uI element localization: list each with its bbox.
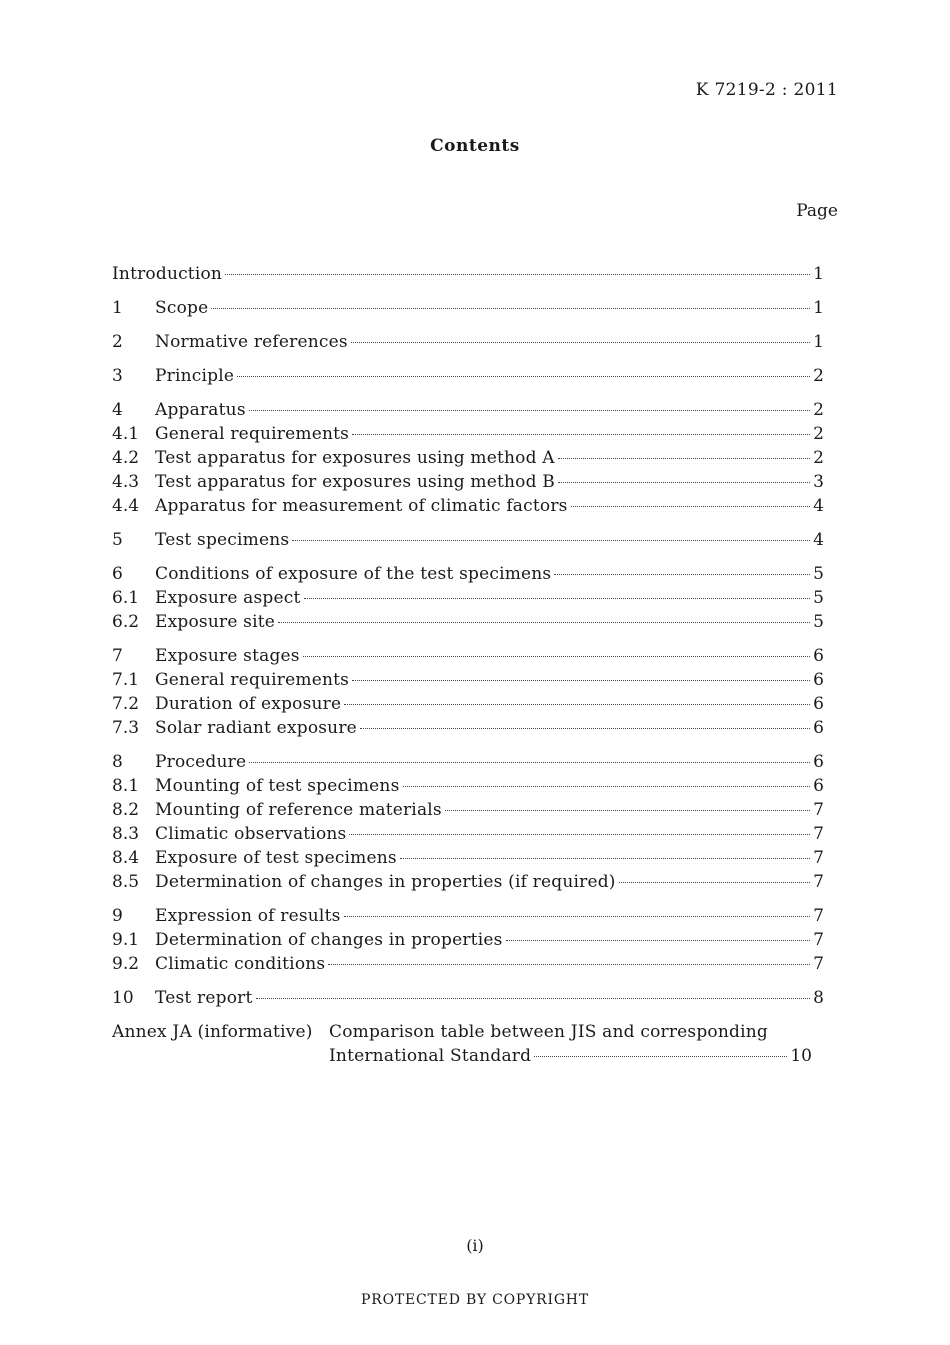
toc-entry-label: General requirements	[155, 670, 350, 690]
toc-entry-page: 7	[813, 824, 824, 844]
toc-entry-label: General requirements	[155, 424, 350, 444]
toc-entry-number: 10	[112, 988, 134, 1008]
toc-leader-dots	[534, 1056, 787, 1057]
toc-leader-dots	[352, 434, 810, 435]
toc-entry-label: Test report	[155, 988, 253, 1008]
toc-entry-page: 5	[813, 588, 824, 608]
toc-entry-page: 6	[813, 776, 824, 796]
toc-entry-number: 8	[112, 752, 123, 772]
toc-entry-number: 8.5	[112, 872, 140, 892]
toc-entry[interactable]	[112, 870, 824, 894]
toc-entry[interactable]	[112, 528, 824, 552]
toc-entry-page: 1	[813, 298, 824, 318]
toc-entry-number: 7	[112, 646, 123, 666]
toc-leader-dots	[619, 882, 811, 883]
toc-entry[interactable]	[112, 610, 824, 634]
toc-entry-page: 2	[813, 366, 824, 386]
toc-leader-dots	[249, 762, 810, 763]
toc-entry[interactable]	[112, 986, 824, 1010]
toc-entry[interactable]	[112, 904, 824, 928]
toc-entry-page: 7	[813, 872, 824, 892]
toc-entry-number: 8.1	[112, 776, 140, 796]
toc-entry-label: Mounting of test specimens	[155, 776, 400, 796]
toc-leader-dots	[352, 680, 810, 681]
annex-title-line2-row	[329, 1044, 824, 1068]
toc-entry[interactable]	[112, 692, 824, 716]
toc-entry[interactable]	[112, 364, 824, 388]
toc-entry-number: 7.1	[112, 670, 140, 690]
toc-entry[interactable]	[112, 928, 824, 952]
copyright-notice: PROTECTED BY COPYRIGHT	[361, 1292, 589, 1308]
toc-entry[interactable]	[112, 716, 824, 740]
toc-entry-number: 8.3	[112, 824, 140, 844]
toc-entry[interactable]	[112, 798, 824, 822]
toc-entry-page: 6	[813, 646, 824, 666]
toc-entry-page: 4	[813, 496, 824, 516]
toc-entry-label: Mounting of reference materials	[155, 800, 442, 820]
toc-entry-page: 7	[813, 848, 824, 868]
toc-entry-label: Apparatus	[155, 400, 246, 420]
annex-prefix: Annex JA (informative)	[112, 1022, 313, 1042]
toc-entry-label: Normative references	[155, 332, 348, 352]
toc-entry-number: 3	[112, 366, 123, 386]
toc-entry-page: 2	[813, 448, 824, 468]
toc-leader-dots	[249, 410, 810, 411]
toc-entry-label: Scope	[155, 298, 209, 318]
annex-title-line2: International Standard	[329, 1046, 532, 1066]
toc-entry-page: 7	[813, 954, 824, 974]
toc-entry[interactable]	[112, 774, 824, 798]
toc-entry-label: Introduction	[112, 264, 223, 284]
toc-entry[interactable]	[112, 668, 824, 692]
toc-entry[interactable]	[112, 262, 824, 286]
toc-entry[interactable]	[112, 470, 824, 494]
toc-leader-dots	[344, 704, 810, 705]
toc-entry[interactable]	[112, 422, 824, 446]
toc-leader-dots	[558, 482, 810, 483]
toc-entry-page: 6	[813, 694, 824, 714]
toc-leader-dots	[292, 540, 810, 541]
toc-entry-label: Principle	[155, 366, 235, 386]
annex-body	[329, 1020, 824, 1068]
toc-entry-number: 6.1	[112, 588, 140, 608]
toc-entry-page: 7	[813, 930, 824, 950]
toc-entry[interactable]	[112, 822, 824, 846]
toc-entry-page: 4	[813, 530, 824, 550]
toc-entry-label: Determination of changes in properties	[155, 930, 503, 950]
toc-entry-label: Duration of exposure	[155, 694, 342, 714]
toc-leader-dots	[571, 506, 811, 507]
toc-entry-page: 3	[813, 472, 824, 492]
toc-entry-number: 2	[112, 332, 123, 352]
document-id: K 7219-2 : 2011	[695, 80, 838, 100]
toc-entry-number: 4.3	[112, 472, 140, 492]
toc-leader-dots	[278, 622, 810, 623]
toc-entry-page: 7	[813, 906, 824, 926]
toc-entry[interactable]	[112, 494, 824, 518]
toc-leader-dots	[328, 964, 810, 965]
toc-entry-number: 9.1	[112, 930, 140, 950]
toc-entry-number: 7.3	[112, 718, 140, 738]
toc-entry[interactable]	[112, 846, 824, 870]
toc-leader-dots	[403, 786, 811, 787]
toc-entry-page: 5	[813, 564, 824, 584]
page-title: Contents	[430, 136, 520, 156]
toc-entry-number: 6	[112, 564, 123, 584]
toc-entry-label: Climatic conditions	[155, 954, 326, 974]
toc-leader-dots	[360, 728, 810, 729]
toc-entry-label: Exposure stages	[155, 646, 300, 666]
toc-entry-page: 2	[813, 400, 824, 420]
toc-entry-number: 1	[112, 298, 123, 318]
toc-entry-number: 7.2	[112, 694, 140, 714]
toc-leader-dots	[303, 656, 810, 657]
toc-entry[interactable]	[112, 562, 824, 586]
toc-entry[interactable]	[112, 296, 824, 320]
toc-leader-dots	[225, 274, 810, 275]
toc-leader-dots	[554, 574, 810, 575]
toc-entry-label: Exposure aspect	[155, 588, 301, 608]
toc-entry-number: 9	[112, 906, 123, 926]
toc-entry-number: 8.2	[112, 800, 140, 820]
toc-entry-page: 2	[813, 424, 824, 444]
toc-entry-number: 8.4	[112, 848, 140, 868]
page-number: (i)	[466, 1236, 484, 1255]
toc-annex-entry[interactable]	[112, 1020, 824, 1068]
toc-entry-number: 4.2	[112, 448, 140, 468]
toc-entry-page: 1	[813, 332, 824, 352]
toc-entry-number: 4.1	[112, 424, 140, 444]
toc-entry-label: Test apparatus for exposures using method B	[155, 472, 555, 492]
toc-entry-label: Exposure of test specimens	[155, 848, 397, 868]
toc-leader-dots	[344, 916, 811, 917]
toc-entry-label: Test specimens	[155, 530, 290, 550]
toc-entry[interactable]	[112, 330, 824, 354]
toc-entry-page: 6	[813, 752, 824, 772]
annex-page: 10	[790, 1046, 812, 1066]
toc-leader-dots	[349, 834, 810, 835]
toc-entry-label: Procedure	[155, 752, 247, 772]
toc-entry-label: Conditions of exposure of the test specimens	[155, 564, 552, 584]
toc-entry[interactable]	[112, 750, 824, 774]
toc-leader-dots	[237, 376, 810, 377]
toc-leader-dots	[400, 858, 810, 859]
table-of-contents	[112, 262, 824, 1068]
toc-entry-label: Solar radiant exposure	[155, 718, 357, 738]
toc-entry-page: 1	[813, 264, 824, 284]
toc-leader-dots	[211, 308, 810, 309]
toc-entry-number: 5	[112, 530, 123, 550]
toc-entry-page: 8	[813, 988, 824, 1008]
toc-entry-label: Expression of results	[155, 906, 341, 926]
toc-entry-label: Test apparatus for exposures using method A	[155, 448, 555, 468]
toc-entry-page: 6	[813, 670, 824, 690]
toc-entry-number: 4	[112, 400, 123, 420]
toc-leader-dots	[558, 458, 810, 459]
toc-entry[interactable]	[112, 952, 824, 976]
toc-entry-number: 9.2	[112, 954, 140, 974]
toc-entry[interactable]	[112, 446, 824, 470]
toc-entry-label: Determination of changes in properties (if required)	[155, 872, 616, 892]
toc-entry-page: 7	[813, 800, 824, 820]
annex-title-line1: Comparison table between JIS and corresponding	[329, 1022, 768, 1042]
toc-leader-dots	[506, 940, 811, 941]
toc-entry-page: 5	[813, 612, 824, 632]
toc-entry-page: 6	[813, 718, 824, 738]
toc-leader-dots	[304, 598, 811, 599]
toc-leader-dots	[351, 342, 810, 343]
toc-entry[interactable]	[112, 398, 824, 422]
toc-entry-number: 6.2	[112, 612, 140, 632]
toc-leader-dots	[445, 810, 810, 811]
toc-entry-label: Climatic observations	[155, 824, 347, 844]
toc-entry[interactable]	[112, 586, 824, 610]
toc-leader-dots	[256, 998, 811, 999]
toc-entry[interactable]	[112, 644, 824, 668]
toc-entry-label: Exposure site	[155, 612, 276, 632]
page-column-label: Page	[796, 201, 838, 221]
toc-entry-number: 4.4	[112, 496, 140, 516]
toc-entry-label: Apparatus for measurement of climatic factors	[155, 496, 568, 516]
